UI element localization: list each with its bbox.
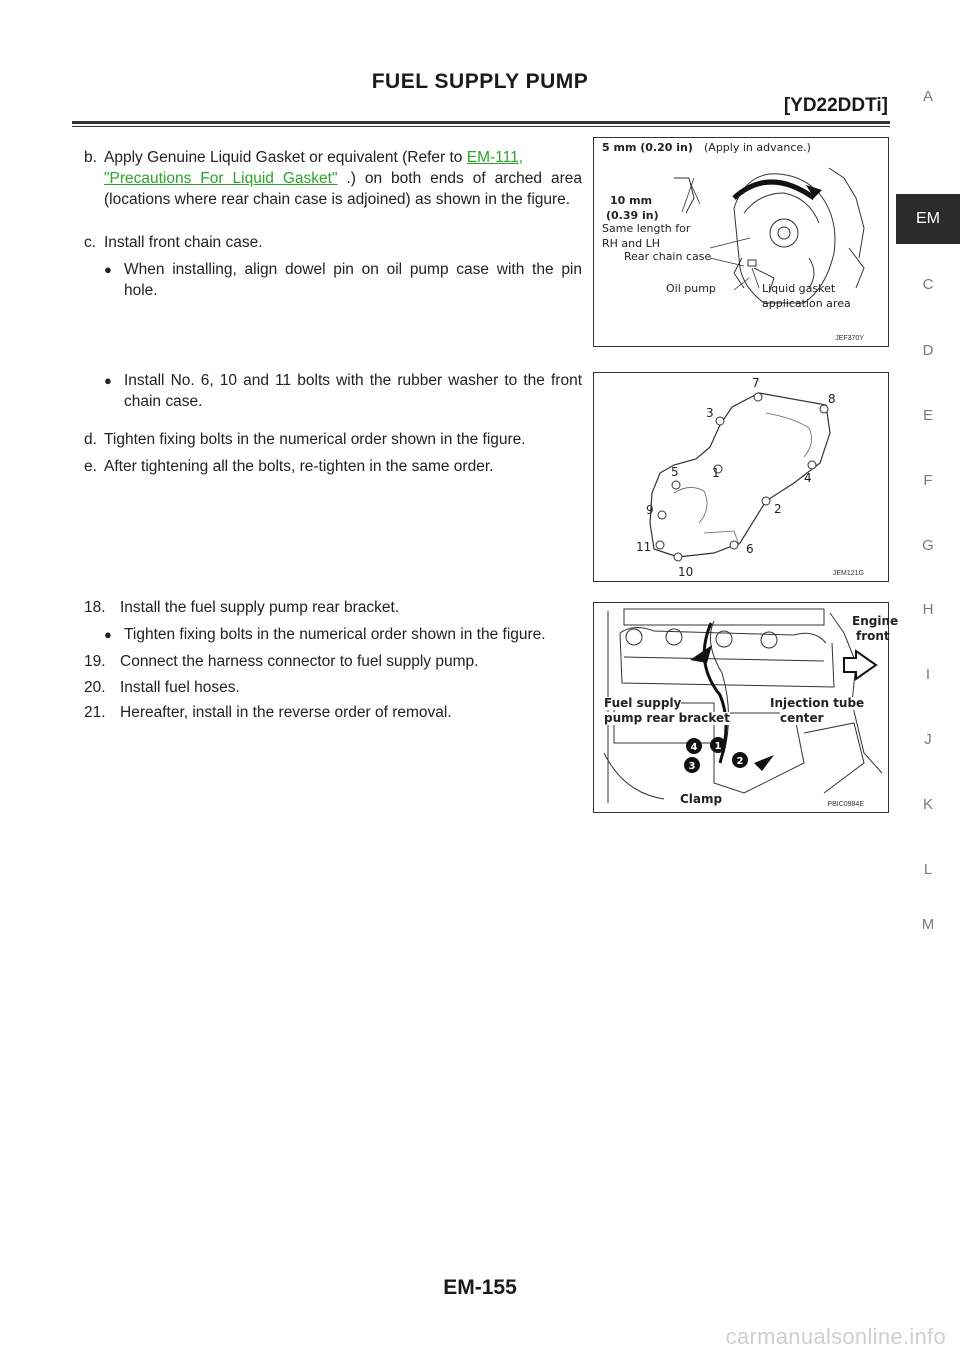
figure-id-jem121g: JEM121G <box>832 570 864 577</box>
step-c-text: Install front chain case. <box>104 234 263 251</box>
bolt-number-10: 10 <box>678 565 694 579</box>
step-d-text: Tighten fixing bolts in the numerical order shown in the figure. <box>104 431 526 448</box>
label-rear-chain-case: Rear chain case <box>624 250 712 263</box>
step-b <box>84 147 582 210</box>
label-same-length: Same length for <box>602 222 691 235</box>
index-letter-l[interactable]: L <box>923 861 933 878</box>
step-18 <box>84 597 582 618</box>
bolt-number-4: 4 <box>804 471 812 485</box>
bolt-number-7: 7 <box>752 376 760 390</box>
step-18-bullet-text: Tighten fixing bolts in the numerical order shown in the figure. <box>124 626 546 643</box>
step-18-bullet <box>104 624 582 645</box>
label-fuel-supply: Fuel supply <box>604 696 682 710</box>
step-d-label: d. <box>84 431 97 448</box>
label-pump-rear-bracket: pump rear bracket <box>604 711 730 725</box>
label-front: front <box>856 629 890 643</box>
index-letter-d[interactable]: D <box>922 342 934 359</box>
label-10mm: 10 mm <box>610 194 653 207</box>
index-letter-i[interactable]: I <box>925 666 931 683</box>
step-c-label: c. <box>84 234 97 251</box>
section-index <box>896 0 960 1000</box>
step-18-text: Install the fuel supply pump rear bracket. <box>120 599 400 616</box>
step-19-label: 19. <box>84 653 106 670</box>
step-18-label: 18. <box>84 599 106 616</box>
index-letter-c[interactable]: C <box>922 276 934 293</box>
engine-code: [YD22DDTi] <box>783 95 888 116</box>
step-b-text <box>84 147 582 210</box>
step-c-bullet-1 <box>104 259 582 301</box>
watermark: carmanualsonline.info <box>725 1324 946 1349</box>
em-111-link[interactable]: EM-111, <box>466 149 524 166</box>
figure-id-jef370y: JEF370Y <box>835 335 864 342</box>
step-c-bullet-2-text: Install No. 6, 10 and 11 bolts with the rubber washer to the front chain case. <box>124 372 582 410</box>
label-oil-pump: Oil pump <box>666 282 716 295</box>
figure-bolt-order <box>593 372 889 582</box>
bolt-number-9: 9 <box>646 503 654 517</box>
bullet-dot: ● <box>104 373 112 388</box>
step-19-text: Connect the harness connector to fuel supply pump. <box>120 653 479 670</box>
label-engine: Engine <box>852 614 899 628</box>
step-c-bullet-2 <box>104 370 582 412</box>
step-21 <box>84 702 582 723</box>
step-20-text: Install fuel hoses. <box>120 679 240 696</box>
bolt-number-1: 1 <box>712 466 720 480</box>
step-e-label: e. <box>84 458 97 475</box>
figure-liquid-gasket <box>593 137 889 347</box>
index-letter-f[interactable]: F <box>923 472 933 489</box>
index-letter-e[interactable]: E <box>922 407 933 424</box>
step-c <box>84 232 582 253</box>
bolt-number-6: 6 <box>746 542 754 556</box>
step-20-label: 20. <box>84 679 106 696</box>
step-e-text: After tightening all the bolts, re-tighten in the same order. <box>104 458 494 475</box>
bolt-number-8: 8 <box>828 392 836 406</box>
step-21-text: Hereafter, install in the reverse order of removal. <box>120 704 452 721</box>
label-039in: (0.39 in) <box>606 209 659 222</box>
step-b-label: b. <box>84 149 97 166</box>
rear-bracket-bolt-1: 1 <box>714 741 722 752</box>
rear-bracket-bolt-4: 4 <box>690 742 698 753</box>
step-21-label: 21. <box>84 704 106 721</box>
index-letter-g[interactable]: G <box>922 537 934 554</box>
label-clamp: Clamp <box>680 792 723 806</box>
page-number: EM-155 <box>443 1276 517 1299</box>
rear-bracket-bolt-3: 3 <box>688 761 696 772</box>
index-letter-m[interactable]: M <box>921 916 935 933</box>
index-tab-em-active[interactable]: EM <box>896 194 960 244</box>
step-b-text-after: .) on both ends of arched area (locations where rear chain case is adjoined) as shown in the figure. <box>104 170 582 208</box>
precautions-liquid-gasket-link[interactable]: "Precautions For Liquid Gasket" <box>104 170 338 187</box>
label-5mm: 5 mm (0.20 in) <box>602 141 693 154</box>
step-19 <box>84 651 582 672</box>
step-d <box>84 429 582 450</box>
step-e <box>84 456 582 477</box>
figure-id-pbic0984e: PBIC0984E <box>827 801 864 808</box>
page-title: FUEL SUPPLY PUMP <box>371 70 589 93</box>
bolt-number-3: 3 <box>706 406 714 420</box>
header-divider-thin <box>72 126 890 127</box>
rear-bracket-bolt-2: 2 <box>736 756 744 767</box>
index-letter-j[interactable]: J <box>924 731 932 748</box>
bolt-number-5: 5 <box>671 465 679 479</box>
index-letter-a[interactable]: A <box>922 88 933 105</box>
label-center: center <box>780 711 824 725</box>
header-divider <box>72 121 890 124</box>
index-letter-k[interactable]: K <box>922 796 933 813</box>
bullet-dot: ● <box>104 627 112 642</box>
bolt-number-2: 2 <box>774 502 782 516</box>
label-application-area: application area <box>762 297 851 310</box>
step-20 <box>84 677 582 698</box>
label-apply-in-advance: (Apply in advance.) <box>704 141 811 154</box>
step-c-bullet-1-text: When installing, align dowel pin on oil pump case with the pin hole. <box>124 261 582 299</box>
bolt-number-11: 11 <box>636 540 652 554</box>
index-letter-h[interactable]: H <box>922 601 934 618</box>
bullet-dot: ● <box>104 262 112 277</box>
figure-rear-bracket <box>593 602 899 813</box>
label-rh-lh: RH and LH <box>602 237 661 250</box>
label-injection-tube: Injection tube <box>770 696 865 710</box>
label-liquid-gasket: Liquid gasket <box>762 282 836 295</box>
step-b-text-before: Apply Genuine Liquid Gasket or equivalent (Refer to <box>104 149 467 166</box>
